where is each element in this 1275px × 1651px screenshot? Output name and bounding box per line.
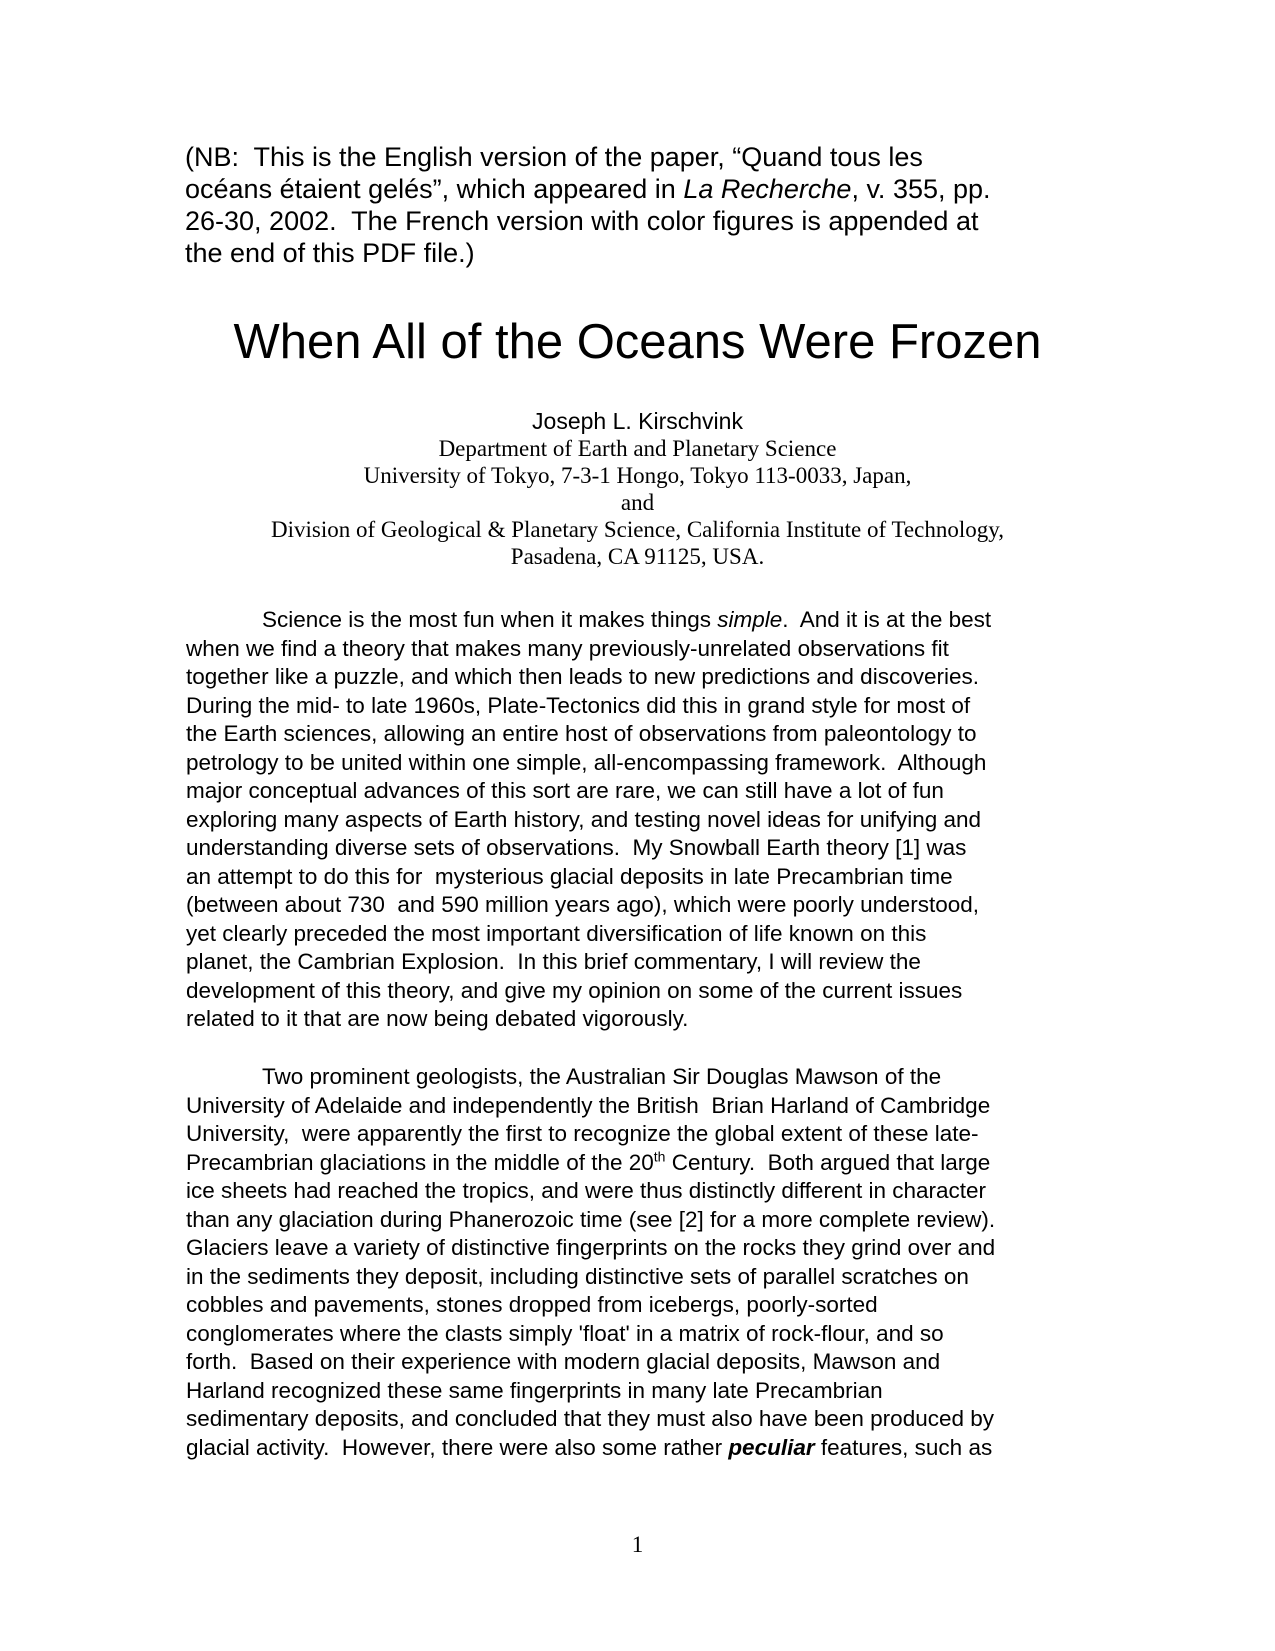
note-text: océans étaient gelés”, which appeared in xyxy=(185,174,684,204)
paragraph-line xyxy=(186,1149,1086,1178)
paragraph-line: During the mid- to late 1960s, Plate-Tectonics did this in grand style for most of xyxy=(186,692,971,718)
note-line xyxy=(185,205,1065,237)
note-line xyxy=(185,141,1065,173)
paragraph-line xyxy=(186,606,1086,635)
emphasis-text: peculiar xyxy=(728,1434,815,1460)
affiliation-line: and xyxy=(620,490,655,515)
affiliation-line: Pasadena, CA 91125, USA. xyxy=(510,544,765,569)
paragraph-line: in the sediments they deposit, including distinctive sets of parallel scratches on xyxy=(186,1263,969,1289)
paragraph-line: together like a puzzle, and which then leads to new predictions and discoveries. xyxy=(186,664,979,689)
affiliation-line: Department of Earth and Planetary Science xyxy=(438,436,837,461)
paragraph-line: Glaciers leave a variety of distinctive fingerprints on the rocks they grind over and xyxy=(186,1235,996,1260)
affiliation-block xyxy=(0,435,1275,570)
paragraph-line: conglomerates where the clasts simply 'float' in a matrix of rock-flour, and so xyxy=(186,1320,944,1346)
note-text: , v. 355, pp. xyxy=(851,174,991,204)
body-text: Precambrian glaciations in the middle of the 20 xyxy=(186,1149,654,1175)
paragraph-line: major conceptual advances of this sort are rare, we can still have a lot of fun xyxy=(186,778,944,803)
note-line xyxy=(185,173,1065,205)
journal-name: La Recherche xyxy=(683,174,852,204)
paragraph-line: cobbles and pavements, stones dropped from icebergs, poorly-sorted xyxy=(186,1292,878,1317)
body-text: . And it is at the best xyxy=(782,607,992,632)
note-line xyxy=(185,237,1065,269)
paragraph-line: forth. Based on their experience with modern glacial deposits, Mawson and xyxy=(186,1349,941,1374)
paper-title: When All of the Oceans Were Frozen xyxy=(233,315,1042,369)
paragraph-line: when we find a theory that makes many previously-unrelated observations fit xyxy=(186,635,949,661)
paragraph-line: Two prominent geologists, the Australian Sir Douglas Mawson of the xyxy=(262,1064,942,1089)
paragraph-line: sedimentary deposits, and concluded that they must also have been produced by xyxy=(186,1406,995,1431)
emphasis-text: simple xyxy=(717,607,783,632)
body-text: Science is the most fun when it makes things xyxy=(262,607,718,632)
paragraph-line: Harland recognized these same fingerprints in many late Precambrian xyxy=(186,1377,883,1403)
author-name: Joseph L. Kirschvink xyxy=(532,408,743,434)
paragraph-line xyxy=(186,1434,1086,1463)
paragraph-line: petrology to be united within one simple, all-encompassing framework. Although xyxy=(186,749,987,775)
body-text: glacial activity. However, there were also some rather xyxy=(186,1434,729,1460)
paragraph-line: development of this theory, and give my opinion on some of the current issues xyxy=(186,977,963,1003)
affiliation-line: Division of Geological & Planetary Science, California Institute of Technology, xyxy=(271,517,1004,542)
note-text: the end of this PDF file.) xyxy=(185,238,475,268)
body-paragraph-1 xyxy=(186,606,1086,1034)
paragraph-line: yet clearly preceded the most important diversification of life known on this xyxy=(186,920,927,946)
paragraph-line: (between about 730 and 590 million years ago), which were poorly understood, xyxy=(186,892,979,917)
paragraph-line: related to it that are now being debated vigorously. xyxy=(186,1006,689,1031)
body-text: features, such as xyxy=(814,1434,993,1460)
note-text: 26-30, 2002. The French version with color figures is appended at xyxy=(185,206,979,236)
version-note xyxy=(185,141,1065,269)
paragraph-line: University, were apparently the first to recognize the global extent of these late- xyxy=(186,1121,979,1146)
paragraph-line: planet, the Cambrian Explosion. In this brief commentary, I will review the xyxy=(186,949,921,974)
paragraph-line: the Earth sciences, allowing an entire host of observations from paleontology to xyxy=(186,721,977,746)
paragraph-line: understanding diverse sets of observations. My Snowball Earth theory [1] was xyxy=(186,835,967,860)
body-paragraph-2 xyxy=(186,1063,1086,1462)
paragraph-line: exploring many aspects of Earth history, and testing novel ideas for unifying and xyxy=(186,806,982,832)
affiliation-line: University of Tokyo, 7-3-1 Hongo, Tokyo 113-0033, Japan, xyxy=(363,463,912,488)
paragraph-line: an attempt to do this for mysterious glacial deposits in late Precambrian time xyxy=(186,863,953,889)
body-text: Century. Both argued that large xyxy=(665,1149,991,1175)
paragraph-line: University of Adelaide and independently the British Brian Harland of Cambridge xyxy=(186,1092,991,1118)
superscript-text: th xyxy=(653,1148,666,1164)
page-number: 1 xyxy=(631,1532,644,1557)
paragraph-line: ice sheets had reached the tropics, and were thus distinctly different in character xyxy=(186,1178,987,1203)
paragraph-line: than any glaciation during Phanerozoic time (see [2] for a more complete review). xyxy=(186,1206,996,1232)
note-text: (NB: This is the English version of the paper, “Quand tous les xyxy=(185,142,923,172)
